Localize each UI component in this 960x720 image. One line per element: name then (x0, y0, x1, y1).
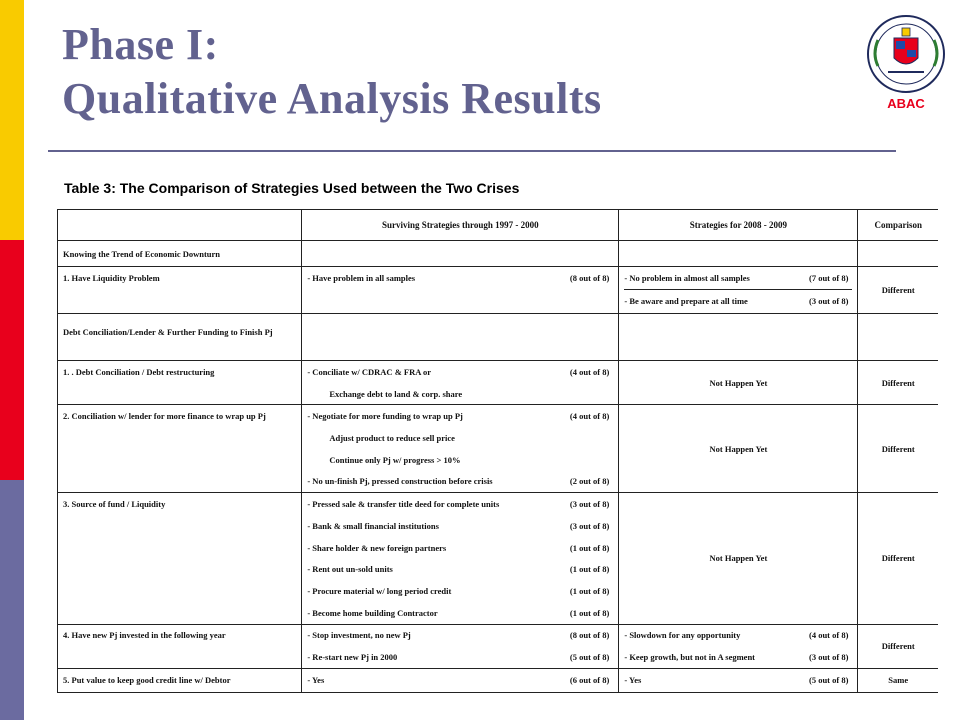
row-label: 3. Source of fund / Liquidity (58, 493, 302, 624)
strategy-1997 (302, 668, 619, 692)
strategy-1997 (302, 267, 619, 314)
table-row (58, 624, 939, 668)
header-comparison: Comparison (858, 210, 938, 241)
row-label: 4. Have new Pj invested in the following year (58, 624, 302, 668)
strategy-line: - Slowdown for any opportunity (4 out of 8) (624, 630, 849, 641)
row-label: 1. Have Liquidity Problem (58, 267, 302, 314)
strategy-line: - Negotiate for more funding to wrap up Pj (4 out of 8) (307, 411, 610, 422)
comparison-cell: Different (858, 405, 938, 493)
strategy-line: - Share holder & new foreign partners (1 out of 8) (307, 542, 610, 553)
sidebar-red-block (0, 240, 24, 480)
comparison-cell: Different (858, 267, 938, 314)
table-row (58, 267, 939, 314)
strategy-line: - No problem in almost all samples (7 out of 8) (624, 267, 852, 290)
strategy-1997 (302, 493, 619, 624)
strategy-2008 (619, 624, 858, 668)
table-header-row (58, 210, 939, 241)
strategy-line: - Become home building Contractor (1 out of 8) (307, 607, 610, 618)
sidebar-color-bar (0, 0, 24, 720)
logo-label: ABAC (887, 96, 925, 111)
strategy-line: - Yes (6 out of 8) (307, 674, 610, 685)
row-label: 2. Conciliation w/ lender for more finance to wrap up Pj (58, 405, 302, 493)
strategy-line: - Have problem in all samples (8 out of 8) (307, 272, 610, 283)
table-row (58, 405, 939, 493)
table-caption: Table 3: The Comparison of Strategies Used between the Two Crises (64, 180, 520, 196)
strategy-1997 (302, 405, 619, 493)
section-label: Knowing the Trend of Economic Downturn (58, 241, 302, 267)
section-row-debt (58, 314, 939, 361)
strategy-line: Continue only Pj w/ progress > 10% (329, 454, 461, 465)
strategy-line: - Pressed sale & transfer title deed for complete units (3 out of 8) (307, 499, 610, 510)
seal-icon (858, 14, 954, 96)
strategy-2008 (619, 668, 858, 692)
comparison-cell: Different (858, 361, 938, 405)
strategy-line: - Yes (5 out of 8) (624, 674, 849, 685)
strategy-line: - Re-start new Pj in 2000 (5 out of 8) (307, 652, 610, 663)
title-line-1: Phase I: (62, 20, 219, 69)
table-row (58, 668, 939, 692)
strategy-line: - Stop investment, no new Pj (8 out of 8) (307, 630, 610, 641)
title-line-2: Qualitative Analysis Results (62, 74, 602, 123)
strategy-2008: Not Happen Yet (619, 361, 858, 405)
strategy-line: - Rent out un-sold units (1 out of 8) (307, 564, 610, 575)
sidebar-yellow-block (0, 0, 24, 240)
slide-title (62, 18, 602, 126)
comparison-cell: Different (858, 493, 938, 624)
strategy-line: - Keep growth, but not in A segment (3 out of 8) (624, 652, 849, 663)
strategy-2008: Not Happen Yet (619, 405, 858, 493)
sidebar-purple-block (0, 480, 24, 720)
section-row-trend (58, 241, 939, 267)
strategy-line: - No un-finish Pj, pressed construction before crisis (2 out of 8) (307, 476, 610, 487)
university-logo (858, 14, 954, 120)
row-label: 1. . Debt Conciliation / Debt restructuring (58, 361, 302, 405)
strategy-1997 (302, 624, 619, 668)
table-row (58, 361, 939, 405)
comparison-cell: Different (858, 624, 938, 668)
strategy-2008: Not Happen Yet (619, 493, 858, 624)
title-underline (48, 150, 896, 152)
strategy-line: Adjust product to reduce sell price (329, 432, 455, 443)
header-2008-2009: Strategies for 2008 - 2009 (619, 210, 858, 241)
strategy-line: Exchange debt to land & corp. share (329, 388, 463, 399)
header-empty (58, 210, 302, 241)
strategy-line: - Procure material w/ long period credit (1 out of 8) (307, 585, 610, 596)
row-label: 5. Put value to keep good credit line w/ Debtor (58, 668, 302, 692)
header-1997-2000: Surviving Strategies through 1997 - 2000 (302, 210, 619, 241)
section-label: Debt Conciliation/Lender & Further Funding to Finish Pj (58, 314, 302, 361)
comparison-table-container (57, 209, 938, 688)
comparison-table (57, 209, 938, 693)
strategy-2008 (619, 267, 858, 314)
strategy-line: - Be aware and prepare at all time (3 out of 8) (624, 295, 849, 306)
comparison-cell: Same (858, 668, 938, 692)
table-row (58, 493, 939, 624)
strategy-line: - Conciliate w/ CDRAC & FRA or (4 out of 8) (307, 366, 610, 377)
strategy-1997 (302, 361, 619, 405)
strategy-line: - Bank & small financial institutions (3 out of 8) (307, 520, 610, 531)
